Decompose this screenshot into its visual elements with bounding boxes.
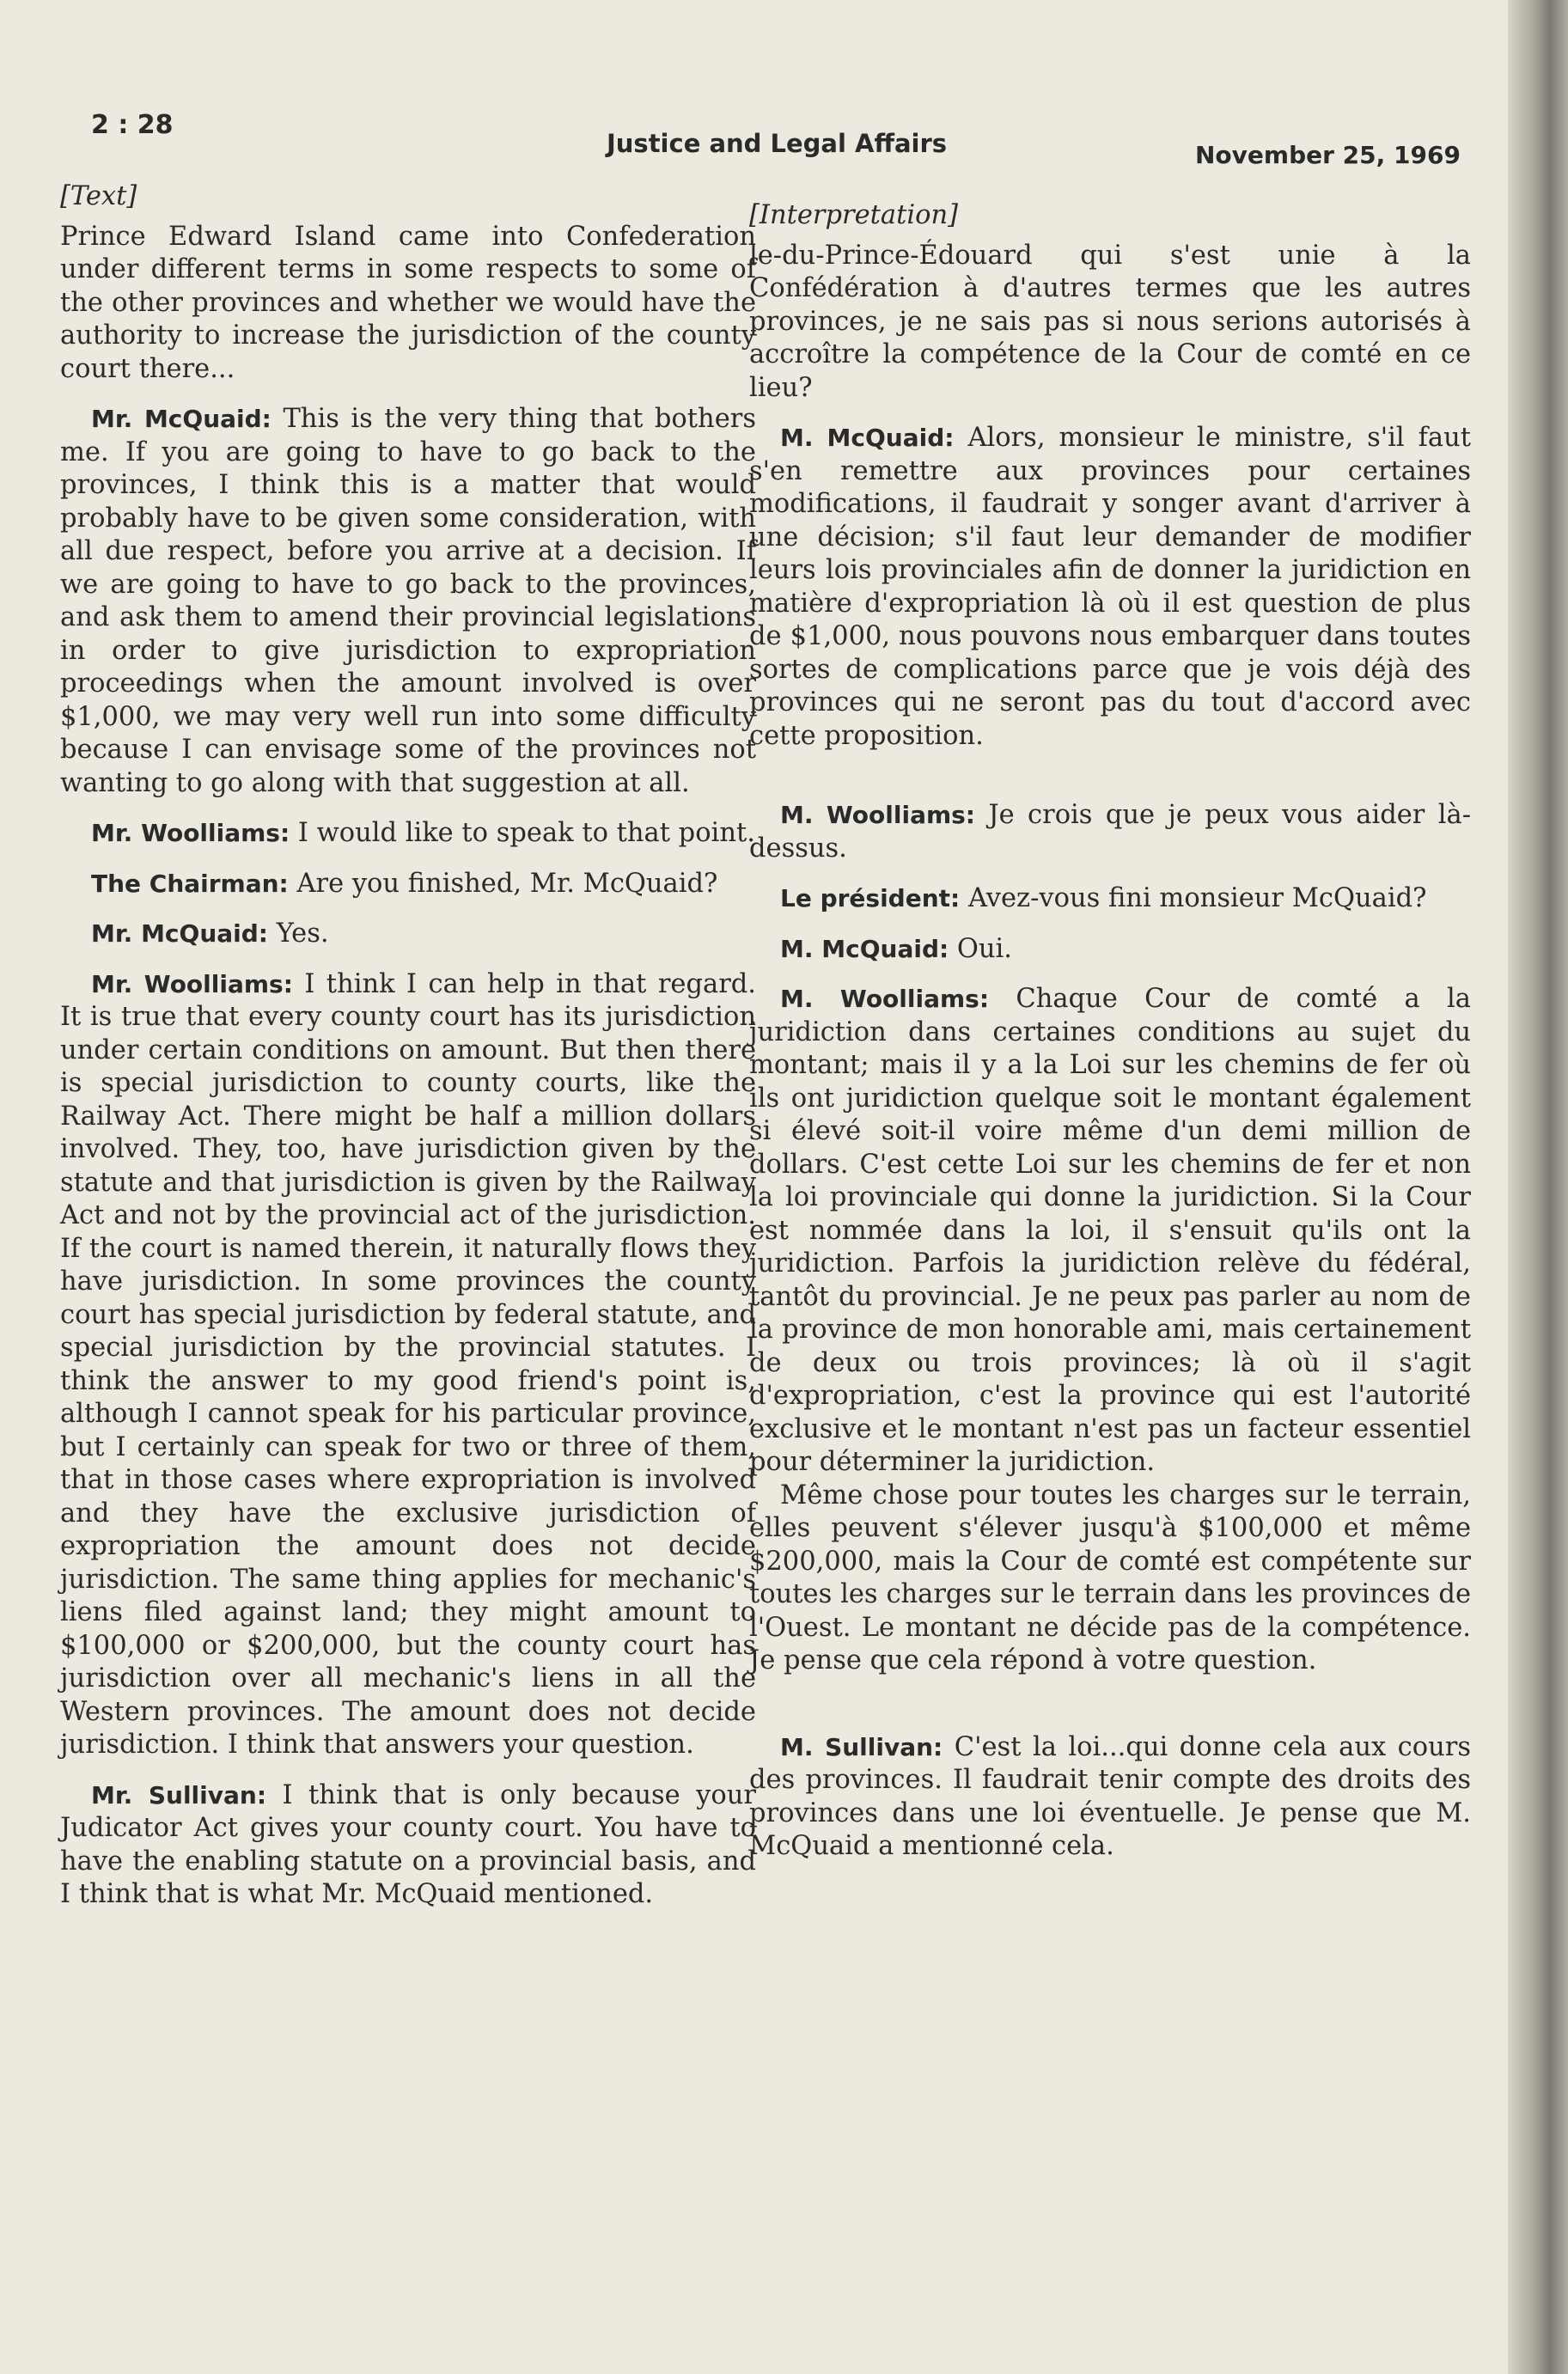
intro-paragraph: Prince Edward Island came into Confederation under different terms in some respects to some of the other provinces and whether we would have the authority to increase the jurisdiction of the county court there... [60,221,756,384]
speech-text: Yes. [276,918,329,949]
speech-text: This is the very thing that bothers me. If you are going to have to go back to the provinces, I think this is a matter that would probably have to be given some consideration, with all due respect, before you arrive at a decision. If we are going to have to go back to the provinces, and ask them to amend their provincial legislations in order to give jurisdiction to expropriation proceedings when the amount involved is over $1,000, we may very well run into some difficulty because I can envisage some of the provinces not wanting to go along with that suggestion at all. [60,404,756,798]
speaker-name: M. Sullivan: [780,1732,943,1761]
speech-block [60,918,756,951]
running-title: Justice and Legal Affairs [607,129,948,158]
speech-text: I would like to speak to that point. [297,818,755,848]
speaker-name: M. McQuaid: [780,934,949,963]
speaker-name: Le président: [780,884,961,912]
intro-paragraph: le-du-Prince-Édouard qui s'est unie à la Confédération à d'autres termes que les autres provinces, je ne sais pas si nous serions autorisés à accroître la compétence de la Cour de comté en ce lieu? [749,240,1471,403]
book-binding-edge [1508,0,1568,2374]
speech-block [60,1779,756,1912]
column-spacer [749,770,1471,799]
speech-text: Je crois que je peux vous aider là-dessus. [749,800,1471,864]
speech-text: Avez-vous fini monsieur McQuaid? [967,883,1427,913]
speaker-name: The Chairman: [91,869,289,898]
speech-text: Oui. [956,933,1012,964]
speaker-name: M. Woolliams: [780,801,976,829]
speech-text: Alors, monsieur le ministre, s'il faut s'en remettre aux provinces pour certaines modifications, il faudrait y songer avant d'arriver à une décision; s'il faut leur demander de modifier leurs lois provinciales afin de donner la juridiction en matière d'expropriation là où il est question de plus de $1,000, nous pouvons nous embarquer dans toutes sortes de complications parce que je vois déjà des provinces qui ne seront pas du tout d'accord avec cette proposition. [749,423,1471,751]
speech-block [749,799,1471,865]
speech-block [749,882,1471,916]
speaker-name: Mr. Sullivan: [91,1780,267,1809]
header-date: November 25, 1969 [1195,141,1461,169]
speech-text: C'est la loi...qui donne cela aux cours des provinces. Il faudrait tenir compte des droits des provinces dans une loi éventuelle. Je pense que M. McQuaid a mentionné cela. [749,1731,1471,1861]
speech-block [749,422,1471,753]
speech-block [60,403,756,800]
column-label: [Interpretation] [749,200,958,230]
speaker-name: M. McQuaid: [780,424,955,452]
speech-text: I think that is only because your Judicator Act gives your county court. You have to have the enabling statute on a provincial basis, and I think that is what Mr. McQuaid mentioned. [60,1779,756,1909]
speech-block [749,933,1471,967]
speech-block [60,817,756,851]
speech-text: Chaque Cour de comté a la juridiction dans certaines conditions au sujet du montant; mais il y a la Loi sur les chemins de fer où ils ont juridiction quelque soit le montant également si élevé soit-il voire même d'un demi million de dollars. C'est cette Loi sur les chemins de fer et non la loi provinciale qui donne la juridiction. Si la Cour est nommée dans la loi, il s'ensuit qu'ils ont la juridiction. Parfois la juridiction relève du fédéral, tantôt du provincial. Je ne peux pas parler au nom de la province de mon honorable ami, mais certainement de deux ou trois provinces; là où il s'agit d'expropriation, c'est la province qui est l'autorité exclusive et le montant n'est pas un facteur essentiel pour déterminer la juridiction. [749,984,1471,1477]
speech-continuation: Même chose pour toutes les charges sur le terrain, elles peuvent s'élever jusqu'à $100,000 et même $200,000, mais la Cour de comté est compétente sur toutes les charges sur le terrain dans les provinces de l'Ouest. Le montant ne décide pas de la compétence. Je pense que cela répond à votre question. [749,1480,1471,1675]
right-column [749,199,1471,1881]
column-label: [Text] [60,181,137,211]
page-number: 2 : 28 [91,110,174,140]
speech-text: Are you finished, Mr. McQuaid? [296,868,718,899]
speaker-name: Mr. Woolliams: [91,819,290,847]
speech-block [749,1731,1471,1864]
page-header [91,110,1500,170]
speaker-name: Mr. McQuaid: [91,919,268,948]
speech-block [60,968,756,1762]
speech-text: I think I can help in that regard. It is true that every county court has its jurisdiction under certain conditions on amount. But then there is special jurisdiction to county courts, like the Railway Act. There might be half a million dollars involved. They, too, have jurisdiction given by the statute and that jurisdiction is given by the Railway Act and not by the provincial act of the jurisdiction. If the court is named therein, it naturally flows they have jurisdiction. In some provinces the county court has special jurisdiction by federal statute, and special jurisdiction by the provincial statutes. I think the answer to my good friend's point is, although I cannot speak for his particular province, but I certainly can speak for two or three of them, that in those cases where expropriation is involved and they have the exclusive jurisdiction of expropriation the amount does not decide jurisdiction. The same thing applies for mechanic's liens filed against land; they might amount to $100,000 or $200,000, but the county court has jurisdiction over all mechanic's liens in all the Western provinces. The amount does not decide jurisdiction. I think that answers your question. [60,968,756,1760]
speaker-name: Mr. Woolliams: [91,969,293,998]
left-intro-block [60,180,756,386]
speech-block [60,868,756,901]
speaker-name: Mr. McQuaid: [91,405,272,433]
left-column [60,180,756,1929]
speech-block [749,983,1471,1678]
column-spacer [749,1695,1471,1731]
right-intro-block [749,199,1471,405]
speaker-name: M. Woolliams: [780,985,990,1013]
